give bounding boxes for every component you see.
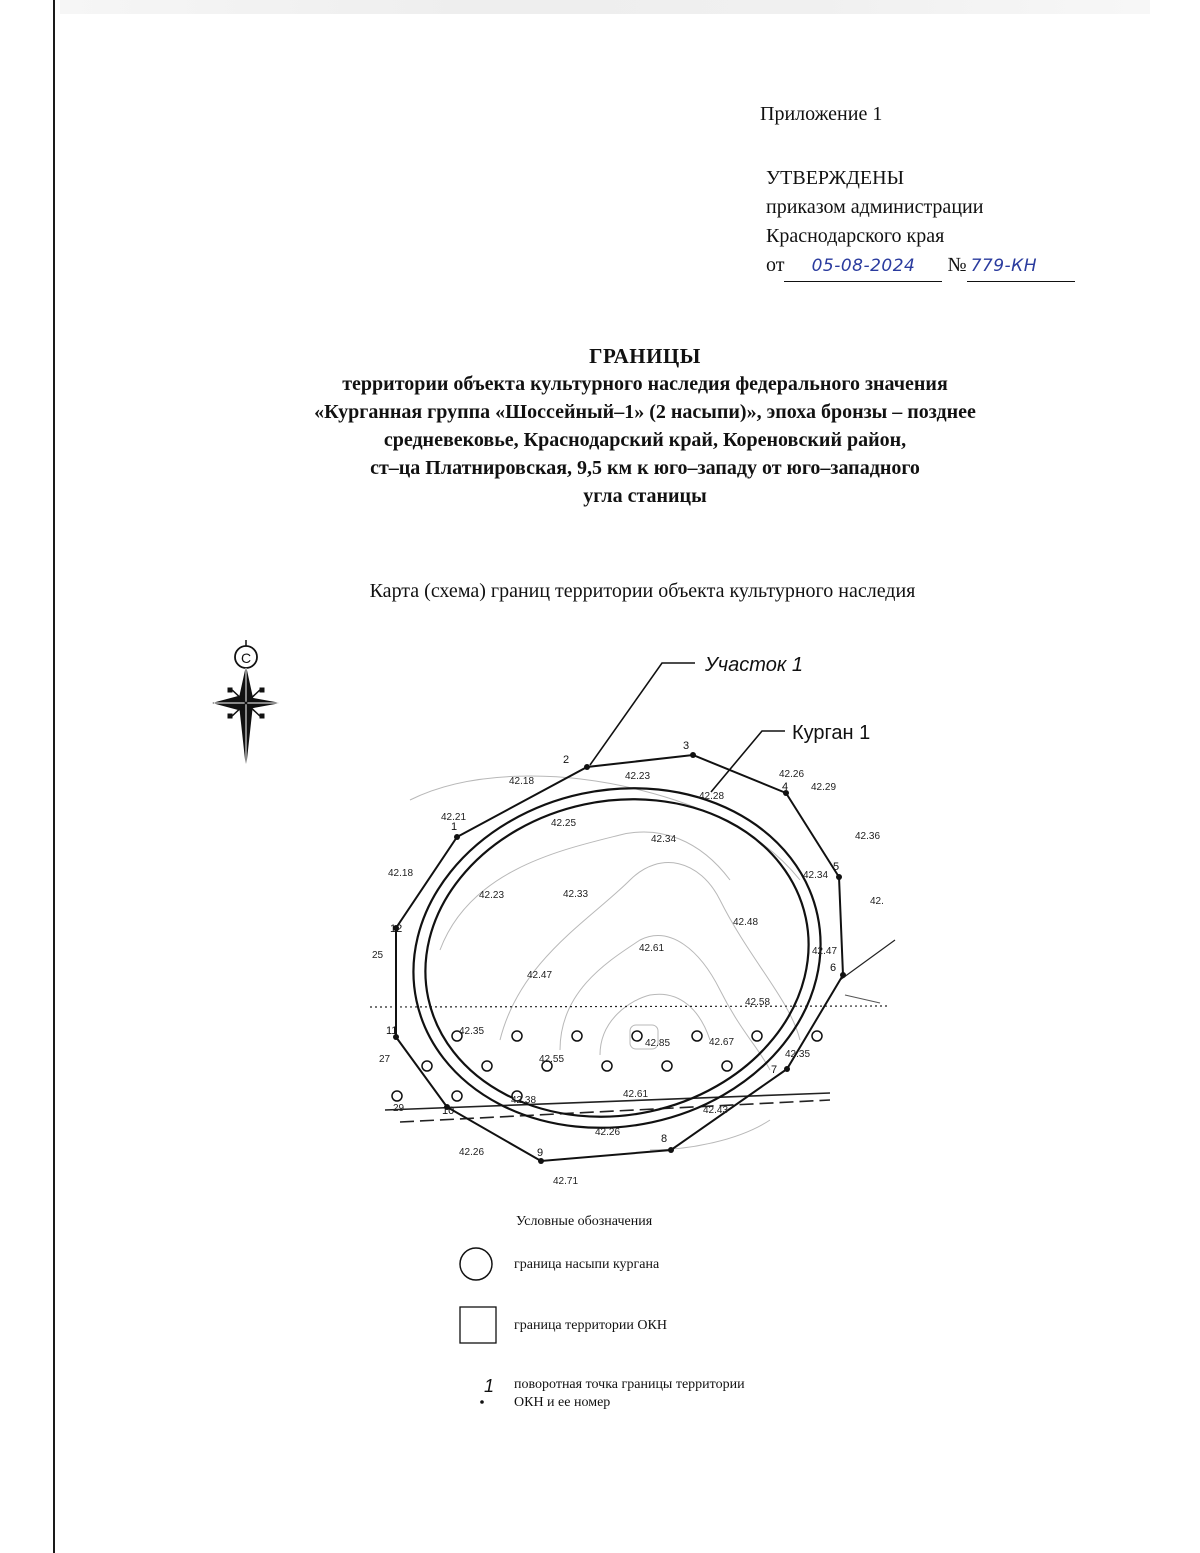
vertex-label: 5 [833,861,840,873]
elevation-label: 42.18 [509,776,535,787]
compass-rose-icon [214,640,278,764]
grid-label: 27 [379,1054,391,1065]
legend-point-label [514,1376,745,1412]
vertex-label: 3 [683,740,690,752]
elevation-label: 42.38 [511,1095,537,1106]
title-line-2: «Курганная группа «Шоссейный–1» (2 насыпи)», эпоха бронзы – позднее [314,401,976,423]
vertex-label: 2 [563,754,570,766]
vertex-label: 8 [661,1133,668,1145]
elevation-label: 42.33 [563,889,589,900]
elevation-label: 42.47 [527,970,553,981]
legend-title: Условные обозначения [516,1214,653,1229]
appendix-label: Приложение 1 [760,103,883,125]
elevation-label: 42.29 [811,782,837,793]
vertex-label: 6 [830,962,837,974]
date-prefix: от [766,254,785,276]
elevation-label: 42.35 [785,1049,811,1060]
legend-territory-label: граница территории ОКН [514,1318,667,1333]
elevation-label: 42.71 [553,1176,579,1187]
elevation-label: 42.35 [459,1026,485,1037]
elevation-label: 42.47 [812,946,838,957]
elevation-label: 42.26 [779,769,805,780]
legend-territory-symbol [460,1307,496,1343]
legend-mound-label: граница насыпи кургана [514,1257,660,1272]
by-order-text: приказом администрации [766,196,984,218]
number-prefix: № [947,254,967,276]
elevation-label: 42.26 [459,1147,485,1158]
grid-label: 29 [393,1103,405,1114]
title-line-4: ст–ца Платнировская, 9,5 км к юго–западу от юго–западного [370,457,920,479]
elevation-label: 42.85 [645,1038,671,1049]
elevation-label: 42.55 [539,1054,565,1065]
title-line-5: угла станицы [583,485,707,507]
elevation-label: 42.23 [625,771,651,782]
map-caption: Карта (схема) границ территории объекта культурного наследия [369,580,916,602]
region-text: Краснодарского края [766,225,945,247]
vertex-label: 7 [771,1064,778,1076]
elevation-label: 42.43 [703,1105,729,1116]
contour-lines [410,776,800,1150]
elevation-label: 42.61 [639,943,665,954]
vertex-label: 12 [390,923,403,935]
elevation-label: 42.26 [595,1127,621,1138]
elevation-label: 42.36 [855,831,881,842]
vertex-label: 9 [537,1147,544,1159]
approved-label: УТВЕРЖДЕНЫ [766,167,905,189]
document-heading: ГРАНИЦЫ [589,344,701,368]
elevation-label: 42.61 [623,1089,649,1100]
vertex-label: 1 [451,821,458,833]
elevation-label: 42.28 [699,791,725,802]
compass-north-letter: С [240,650,252,666]
vertex-label: 4 [782,781,789,793]
callout-leaders [590,663,785,792]
grid-label: 25 [372,950,384,961]
elevation-label: 42. [870,896,884,907]
elevation-label: 42.25 [551,818,577,829]
legend-point-label-line-2: ОКН и ее номер [514,1395,611,1410]
elevation-label: 42.18 [388,868,414,879]
vertex-label: 10 [442,1105,455,1117]
elevation-label: 42.48 [733,917,759,928]
callout-plot-label: Участок 1 [705,654,803,676]
title-line-1: территории объекта культурного наследия федерального значения [342,373,948,395]
handwritten-order-number: 779-КН [967,252,1075,282]
grid-line [370,1006,890,1007]
title-line-3: средневековье, Краснодарский край, Кореновский район, [383,429,907,451]
legend-point-number: 1 [484,1376,495,1396]
legend-point-symbol [480,1400,484,1404]
legend-mound-symbol [460,1248,492,1280]
elevation-label: 42.21 [441,812,467,823]
vertex-label: 11 [386,1025,398,1037]
legend-point-label-line-1: поворотная точка границы территории [514,1377,745,1392]
elevation-label: 42.34 [803,870,829,881]
elevation-label: 42.34 [651,834,677,845]
elevation-label: 42.67 [709,1037,735,1048]
handwritten-date: 05-08-2024 [784,252,942,282]
callout-kurgan-label: Курган 1 [792,722,871,744]
elevation-label: 42.58 [745,997,771,1008]
elevation-label: 42.23 [479,890,505,901]
